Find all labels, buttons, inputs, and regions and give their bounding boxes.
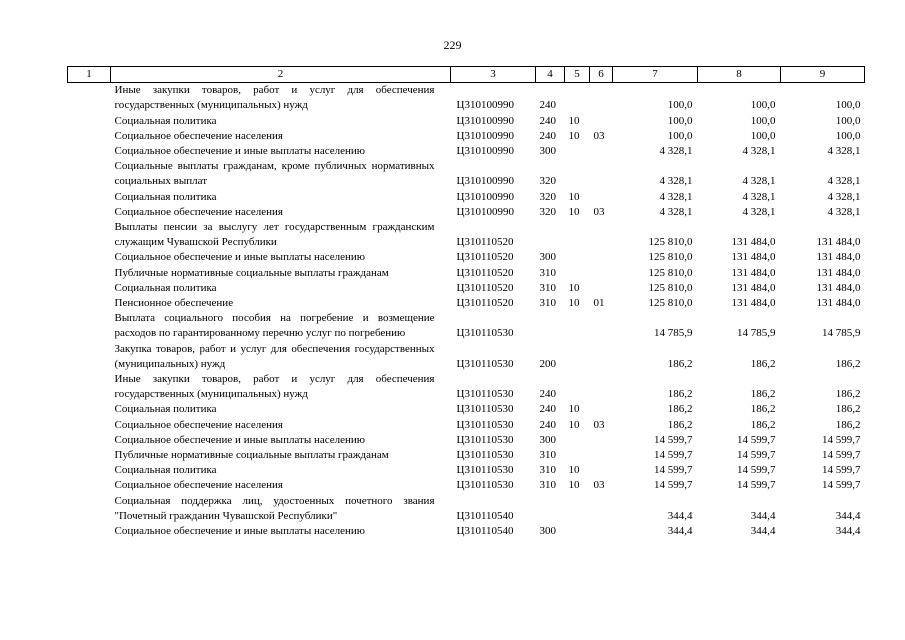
row-name-cell: Социальные выплаты гражданам, кроме публичных нормативных социальных выплат: [114, 160, 435, 188]
table-row: [68, 296, 865, 311]
row-value-7-cell: 14 599,7: [654, 433, 693, 446]
row-num-cell: [68, 524, 111, 539]
row-name-cell: Выплаты пенсии за выслугу лет государственным гражданским служащим Чувашской Республики: [114, 221, 435, 249]
row-name-cell: Социальное обеспечение и иные выплаты населению: [114, 145, 366, 158]
row-col6-cell: 03: [593, 129, 605, 142]
row-code-cell: Ц310110540: [456, 525, 514, 538]
row-code-cell: Ц310110520: [456, 281, 514, 294]
row-name-cell: Социальное обеспечение населения: [114, 205, 283, 218]
row-code-cell: Ц310110530: [456, 449, 514, 462]
row-value-8-cell: 186,2: [750, 388, 776, 401]
row-value-8-cell: 4 328,1: [742, 205, 776, 218]
row-value-9-cell: 131 484,0: [816, 297, 861, 310]
row-num-cell: [68, 281, 111, 296]
row-value-8-cell: 100,0: [750, 114, 776, 127]
row-code-cell: Ц310110530: [456, 357, 514, 370]
row-col5-cell: [565, 433, 590, 448]
row-name-cell: Социальное обеспечение населения: [114, 129, 283, 142]
row-col6-cell: [590, 159, 613, 189]
table-row: [68, 281, 865, 296]
row-num-cell: [68, 494, 111, 524]
row-num-cell: [68, 372, 111, 402]
row-name-cell: Социальная политика: [114, 464, 217, 477]
row-col5-cell: [565, 494, 590, 524]
row-value-8-cell: 4 328,1: [742, 190, 776, 203]
row-col6-cell: [590, 402, 613, 417]
row-col4-cell: 310: [539, 479, 556, 492]
table-row: [68, 205, 865, 220]
row-code-cell: Ц310110520: [456, 236, 514, 249]
row-col5-cell: [565, 372, 590, 402]
row-name-cell: Публичные нормативные социальные выплаты гражданам: [114, 266, 389, 279]
row-col6-cell: [590, 372, 613, 402]
row-value-7-cell: 4 328,1: [659, 190, 693, 203]
row-value-9-cell: 14 599,7: [822, 433, 861, 446]
row-col5-cell: 10: [568, 129, 580, 142]
row-name-cell: Иные закупки товаров, работ и услуг для обеспечения государственных (муниципальных) нужд: [114, 373, 435, 401]
row-value-9-cell: 186,2: [835, 418, 861, 431]
page-number: 229: [443, 38, 462, 52]
table-row: [68, 342, 865, 372]
row-value-9-cell: 14 599,7: [822, 464, 861, 477]
table-row: [68, 448, 865, 463]
row-col6-cell: 03: [593, 418, 605, 431]
row-code-cell: Ц310110540: [456, 509, 514, 522]
row-col5-cell: [565, 342, 590, 372]
row-value-7-cell: 14 599,7: [654, 449, 693, 462]
row-name-cell: Выплата социального пособия на погребение и возмещение расходов по гарантированному перечню услуг по погребению: [114, 312, 435, 340]
row-value-8-cell: 186,2: [750, 403, 776, 416]
row-col6-cell: 03: [593, 479, 605, 492]
row-col4-cell: 310: [539, 464, 556, 477]
row-num-cell: [68, 220, 111, 250]
row-value-9-cell: 344,4: [835, 509, 861, 522]
row-code-cell: Ц310110530: [456, 327, 514, 340]
row-col5-cell: 10: [568, 190, 580, 203]
row-value-8-cell: 100,0: [750, 99, 776, 112]
row-num-cell: [68, 418, 111, 433]
row-value-7-cell: 186,2: [667, 388, 693, 401]
header-col-8: 8: [698, 67, 781, 83]
row-value-9-cell: 4 328,1: [827, 190, 861, 203]
row-col6-cell: 03: [593, 205, 605, 218]
row-col4-cell: 240: [539, 388, 556, 401]
row-col4-cell: 240: [539, 403, 556, 416]
row-col6-cell: [590, 144, 613, 159]
row-col6-cell: [590, 281, 613, 296]
row-col6-cell: [590, 220, 613, 250]
row-value-9-cell: 100,0: [835, 114, 861, 127]
row-col5-cell: 10: [568, 114, 580, 127]
row-col6-cell: [590, 114, 613, 129]
table-row: [68, 220, 865, 250]
row-num-cell: [68, 463, 111, 478]
row-col4-cell: 240: [539, 114, 556, 127]
row-value-7-cell: 14 599,7: [654, 464, 693, 477]
row-num-cell: [68, 144, 111, 159]
row-col4-cell: 300: [539, 251, 556, 264]
row-col4-cell: 310: [539, 297, 556, 310]
row-num-cell: [68, 448, 111, 463]
row-value-9-cell: 4 328,1: [827, 175, 861, 188]
table-row: [68, 524, 865, 539]
row-value-7-cell: 4 328,1: [659, 205, 693, 218]
table-row: [68, 129, 865, 144]
table-row: [68, 494, 865, 524]
header-col-3: 3: [451, 67, 536, 83]
row-value-8-cell: 186,2: [750, 357, 776, 370]
header-col-9: 9: [781, 67, 865, 83]
row-col6-cell: 01: [593, 297, 605, 310]
row-name-cell: Публичные нормативные социальные выплаты гражданам: [114, 449, 389, 462]
table-row: [68, 372, 865, 402]
header-col-4: 4: [536, 67, 565, 83]
table-body: [68, 83, 865, 540]
row-value-8-cell: 344,4: [750, 509, 776, 522]
row-num-cell: [68, 311, 111, 341]
row-value-8-cell: 131 484,0: [731, 251, 776, 264]
row-col5-cell: [565, 524, 590, 539]
header-col-6: 6: [590, 67, 613, 83]
row-col6-cell: [590, 266, 613, 281]
table-row: [68, 463, 865, 478]
row-num-cell: [68, 114, 111, 129]
row-value-8-cell: 186,2: [750, 418, 776, 431]
row-col5-cell: 10: [568, 464, 580, 477]
row-num-cell: [68, 402, 111, 417]
row-value-9-cell: 14 599,7: [822, 479, 861, 492]
table-row: [68, 266, 865, 281]
row-code-cell: Ц310100990: [456, 114, 514, 127]
row-value-9-cell: 100,0: [835, 129, 861, 142]
row-col6-cell: [590, 311, 613, 341]
row-num-cell: [68, 159, 111, 189]
row-value-9-cell: 186,2: [835, 357, 861, 370]
row-num-cell: [68, 266, 111, 281]
row-value-9-cell: 14 599,7: [822, 449, 861, 462]
row-code-cell: Ц310100990: [456, 145, 514, 158]
row-num-cell: [68, 83, 111, 114]
row-col6-cell: [590, 463, 613, 478]
row-col4-cell: 310: [539, 281, 556, 294]
row-code-cell: Ц310110530: [456, 403, 514, 416]
row-value-9-cell: 131 484,0: [816, 266, 861, 279]
row-value-8-cell: 100,0: [750, 129, 776, 142]
row-name-cell: Социальное обеспечение и иные выплаты населению: [114, 525, 366, 538]
row-value-7-cell: 14 785,9: [654, 327, 693, 340]
row-value-7-cell: 4 328,1: [659, 175, 693, 188]
row-value-8-cell: 14 785,9: [737, 327, 776, 340]
row-num-cell: [68, 129, 111, 144]
row-col4-cell: 320: [539, 205, 556, 218]
row-col6-cell: [590, 494, 613, 524]
row-code-cell: Ц310110530: [456, 433, 514, 446]
row-col5-cell: 10: [568, 403, 580, 416]
row-value-8-cell: 344,4: [750, 525, 776, 538]
row-value-7-cell: 4 328,1: [659, 145, 693, 158]
row-col5-cell: 10: [568, 281, 580, 294]
row-value-9-cell: 344,4: [835, 525, 861, 538]
row-value-9-cell: 131 484,0: [816, 236, 861, 249]
row-col4-cell: [536, 220, 565, 250]
row-col5-cell: 10: [568, 205, 580, 218]
row-code-cell: Ц310110520: [456, 297, 514, 310]
table-row: [68, 250, 865, 265]
row-value-7-cell: 186,2: [667, 357, 693, 370]
table-row: [68, 433, 865, 448]
budget-table: [67, 66, 865, 539]
row-col6-cell: [590, 342, 613, 372]
row-col4-cell: 200: [539, 357, 556, 370]
row-col5-cell: [565, 250, 590, 265]
row-value-8-cell: 131 484,0: [731, 281, 776, 294]
row-num-cell: [68, 342, 111, 372]
row-value-7-cell: 344,4: [667, 509, 693, 522]
row-col5-cell: [565, 83, 590, 114]
row-col4-cell: [536, 311, 565, 341]
header-col-1: 1: [68, 67, 111, 83]
row-col5-cell: [565, 448, 590, 463]
row-code-cell: Ц310110530: [456, 418, 514, 431]
row-num-cell: [68, 433, 111, 448]
row-value-8-cell: 131 484,0: [731, 236, 776, 249]
row-value-8-cell: 14 599,7: [737, 464, 776, 477]
row-value-7-cell: 186,2: [667, 403, 693, 416]
row-col4-cell: 240: [539, 129, 556, 142]
row-code-cell: Ц310110520: [456, 251, 514, 264]
row-value-7-cell: 125 810,0: [648, 266, 693, 279]
row-col5-cell: 10: [568, 418, 580, 431]
row-value-8-cell: 14 599,7: [737, 433, 776, 446]
row-code-cell: Ц310110520: [456, 266, 514, 279]
table-header-row: [68, 67, 865, 83]
table-row: [68, 478, 865, 493]
row-name-cell: Социальная политика: [114, 190, 217, 203]
table-row: [68, 159, 865, 189]
row-name-cell: Социальная поддержка лиц, удостоенных почетного звания "Почетный гражданин Чувашской Республики": [114, 494, 435, 522]
row-col4-cell: 300: [539, 525, 556, 538]
row-value-9-cell: 4 328,1: [827, 145, 861, 158]
row-code-cell: Ц310100990: [456, 129, 514, 142]
row-col4-cell: 310: [539, 449, 556, 462]
row-col5-cell: 10: [568, 297, 580, 310]
row-value-7-cell: 125 810,0: [648, 251, 693, 264]
row-value-8-cell: 131 484,0: [731, 297, 776, 310]
row-name-cell: Социальное обеспечение и иные выплаты населению: [114, 433, 366, 446]
row-value-8-cell: 4 328,1: [742, 145, 776, 158]
row-col6-cell: [590, 524, 613, 539]
row-value-8-cell: 131 484,0: [731, 266, 776, 279]
row-value-7-cell: 125 810,0: [648, 236, 693, 249]
row-code-cell: Ц310100990: [456, 175, 514, 188]
row-code-cell: Ц310100990: [456, 190, 514, 203]
row-col5-cell: 10: [568, 479, 580, 492]
row-col4-cell: 320: [539, 190, 556, 203]
row-value-7-cell: 14 599,7: [654, 479, 693, 492]
row-col5-cell: [565, 311, 590, 341]
row-value-9-cell: 186,2: [835, 388, 861, 401]
row-value-9-cell: 14 785,9: [822, 327, 861, 340]
row-num-cell: [68, 478, 111, 493]
row-value-7-cell: 344,4: [667, 525, 693, 538]
row-value-7-cell: 100,0: [667, 114, 693, 127]
row-num-cell: [68, 205, 111, 220]
row-col4-cell: 300: [539, 145, 556, 158]
row-name-cell: Социальная политика: [114, 403, 217, 416]
row-code-cell: Ц310110530: [456, 479, 514, 492]
table-row: [68, 190, 865, 205]
table-row: [68, 114, 865, 129]
row-name-cell: Социальное обеспечение и иные выплаты населению: [114, 251, 366, 264]
row-value-9-cell: 186,2: [835, 403, 861, 416]
row-num-cell: [68, 296, 111, 311]
table-row: [68, 311, 865, 341]
table-row: [68, 402, 865, 417]
row-col5-cell: [565, 220, 590, 250]
row-code-cell: Ц310100990: [456, 99, 514, 112]
row-value-7-cell: 186,2: [667, 418, 693, 431]
row-value-7-cell: 100,0: [667, 99, 693, 112]
row-col4-cell: 300: [539, 433, 556, 446]
row-col4-cell: 320: [539, 175, 556, 188]
row-col6-cell: [590, 83, 613, 114]
row-col4-cell: 310: [539, 266, 556, 279]
row-value-9-cell: 100,0: [835, 99, 861, 112]
row-num-cell: [68, 250, 111, 265]
table-row: [68, 418, 865, 433]
row-name-cell: Иные закупки товаров, работ и услуг для обеспечения государственных (муниципальных) нужд: [114, 84, 435, 112]
row-name-cell: Социальное обеспечение населения: [114, 479, 283, 492]
table-row: [68, 144, 865, 159]
row-code-cell: Ц310110530: [456, 388, 514, 401]
header-col-2: 2: [111, 67, 451, 83]
table-row: [68, 83, 865, 114]
row-name-cell: Пенсионное обеспечение: [114, 297, 234, 310]
row-value-7-cell: 125 810,0: [648, 297, 693, 310]
row-col5-cell: [565, 144, 590, 159]
row-col4-cell: 240: [539, 418, 556, 431]
row-col4-cell: 240: [539, 99, 556, 112]
header-col-5: 5: [565, 67, 590, 83]
row-name-cell: Закупка товаров, работ и услуг для обеспечения государственных (муниципальных) нужд: [114, 342, 435, 370]
row-value-9-cell: 131 484,0: [816, 251, 861, 264]
row-col5-cell: [565, 266, 590, 281]
row-value-8-cell: 4 328,1: [742, 175, 776, 188]
row-value-8-cell: 14 599,7: [737, 449, 776, 462]
row-value-7-cell: 125 810,0: [648, 281, 693, 294]
row-col6-cell: [590, 250, 613, 265]
row-col6-cell: [590, 190, 613, 205]
row-name-cell: Социальное обеспечение населения: [114, 418, 283, 431]
row-col6-cell: [590, 433, 613, 448]
row-num-cell: [68, 190, 111, 205]
row-col4-cell: [536, 494, 565, 524]
row-value-9-cell: 131 484,0: [816, 281, 861, 294]
row-name-cell: Социальная политика: [114, 114, 217, 127]
row-code-cell: Ц310110530: [456, 464, 514, 477]
row-col5-cell: [565, 159, 590, 189]
row-value-7-cell: 100,0: [667, 129, 693, 142]
row-col6-cell: [590, 448, 613, 463]
row-value-8-cell: 14 599,7: [737, 479, 776, 492]
row-code-cell: Ц310100990: [456, 205, 514, 218]
header-col-7: 7: [613, 67, 698, 83]
row-value-9-cell: 4 328,1: [827, 205, 861, 218]
row-name-cell: Социальная политика: [114, 281, 217, 294]
